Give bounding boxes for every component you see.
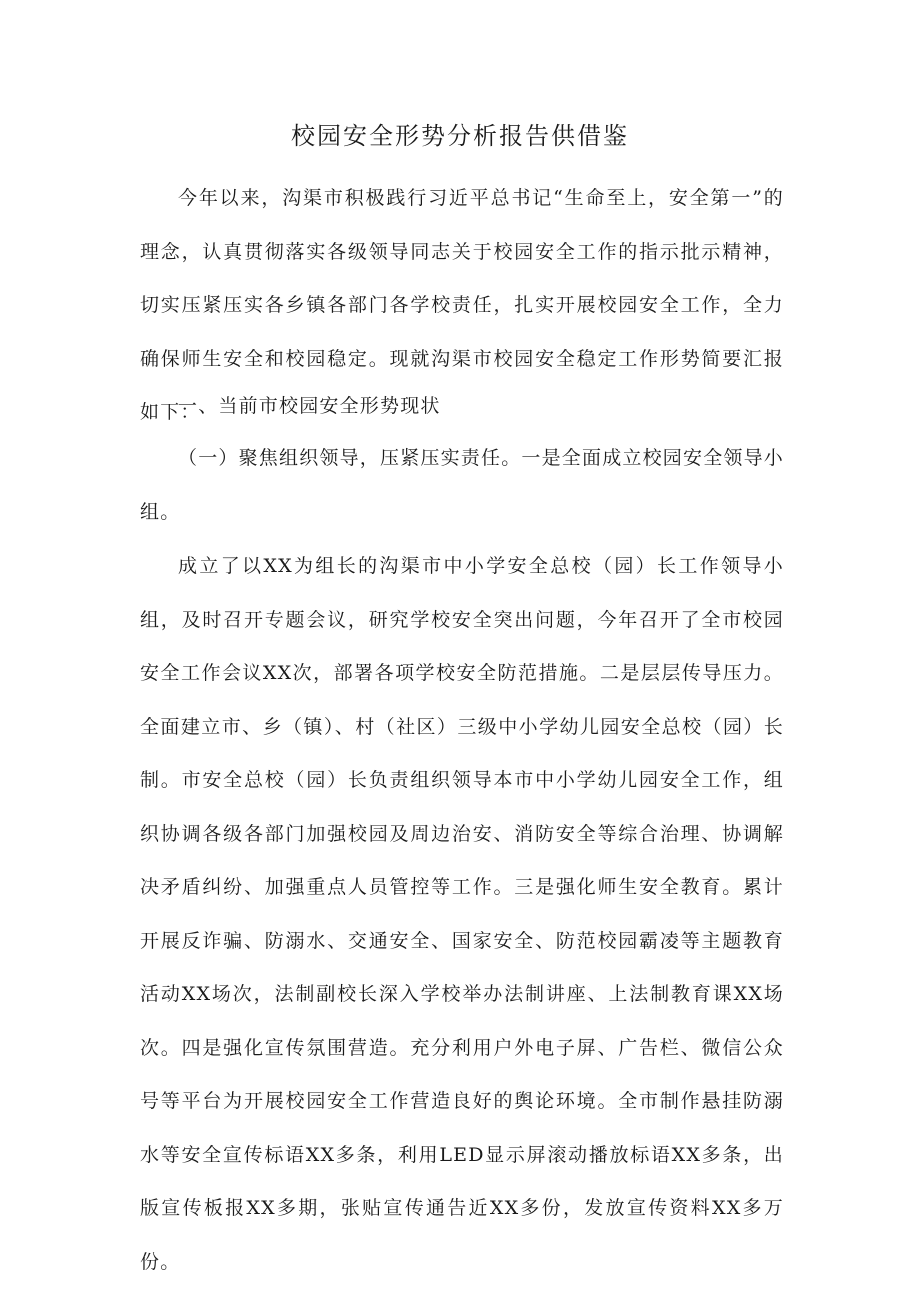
intro-paragraph: 今年以来，沟渠市积极践行习近平总书记“生命至上，安全第一”的理念，认真贯彻落实各级领导同志关于校园安全工作的指示批示精神，切实压紧压实各乡镇各部门各学校责任，扎实开展校园安全工作，全力确保师生安全和校园稳定。现就沟渠市校园安全稳定工作形势简要汇报如下：	[140, 187, 784, 423]
section-heading: 一、当前市校园安全形势现状	[178, 395, 441, 417]
body-paragraph: 成立了以XX为组长的沟渠市中小学安全总校（园）长工作领导小组，及时召开专题会议，研究学校安全突出问题，今年召开了全市校园安全工作会议XX次，部署各项学校安全防范措施。二是层层传导压力。全面建立市、乡（镇）、村（社区）三级中小学幼儿园安全总校（园）长制。市安全总校（园）长负责组织领导本市中小学幼儿园安全工作，组织协调各级各部门加强校园及周边治安、消防安全等综合治理、协调解决矛盾纠纷、加强重点人员管控等工作。三是强化师生安全教育。累计开展反诈骗、防溺水、交通安全、国家安全、防范校园霸凌等主题教育活动XX场次，法制副校长深入学校举办法制讲座、上法制教育课XX场次。四是强化宣传氛围营造。充分利用户外电子屏、广告栏、微信公众号等平台为开展校园安全工作营造良好的舆论环境。全市制作悬挂防溺水等安全宣传标语XX多条，利用LED显示屏滚动播放标语XX多条，出版宣传板报XX多期，张贴宣传通告近XX多份，发放宣传资料XX多万份。	[140, 555, 784, 1273]
subsection-paragraph: （一）聚焦组织领导，压紧压实责任。一是全面成立校园安全领导小组。	[140, 447, 785, 523]
document-title: 校园安全形势分析报告供借鉴	[291, 122, 629, 150]
